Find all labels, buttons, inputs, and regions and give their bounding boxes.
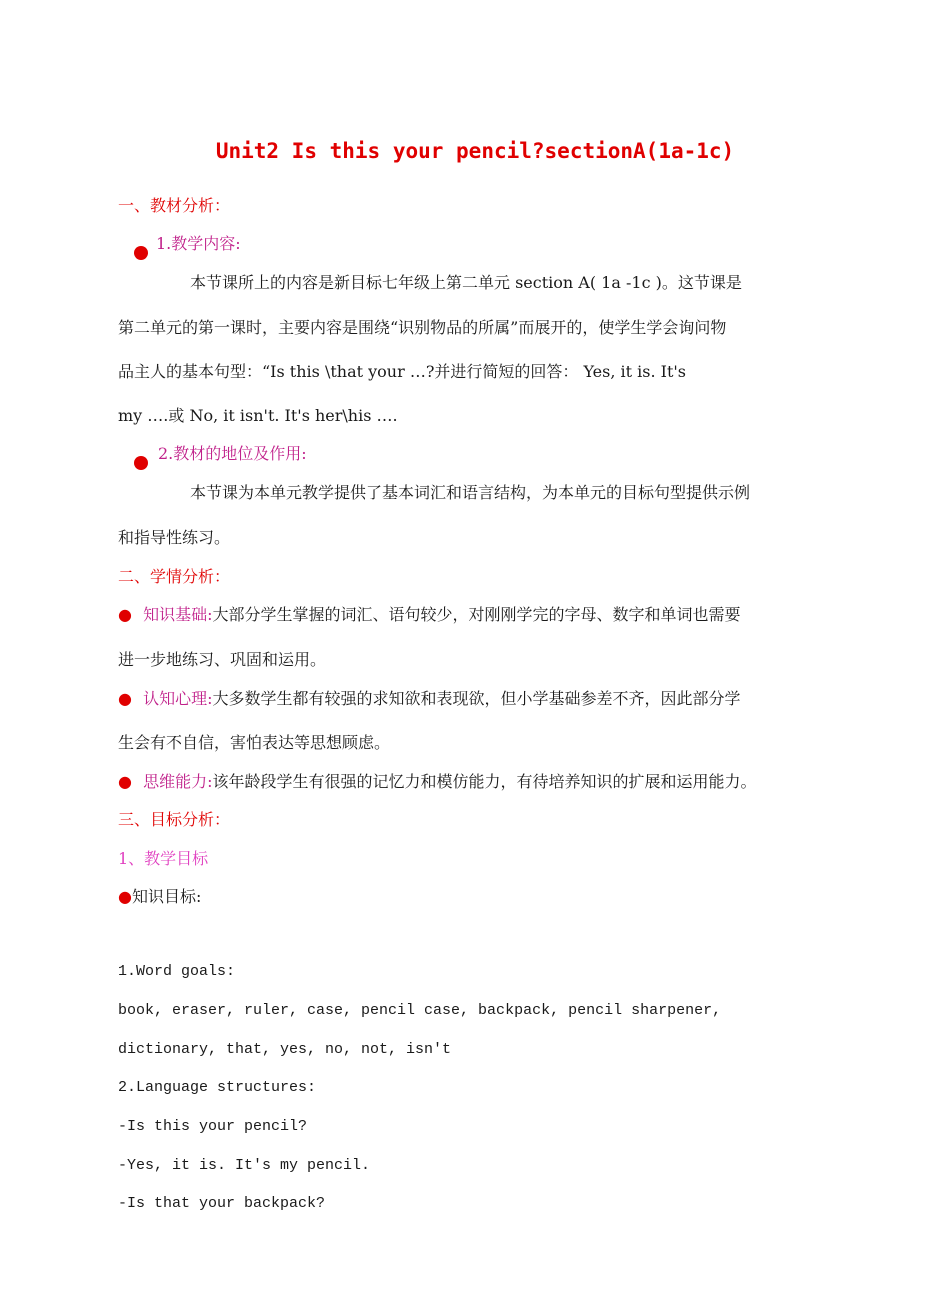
list-item (118, 605, 740, 625)
paragraph-line: 和指导性练习。 (118, 528, 231, 547)
goal-line: dictionary, that, yes, no, not, isn't (118, 1041, 452, 1058)
item-label: 思维能力: (143, 772, 213, 791)
goal-line: book, eraser, ruler, case, pencil case, backpack, pencil sharpener, (118, 1002, 722, 1019)
list-item (118, 772, 756, 792)
knowledge-goal-label: 知识目标: (131, 887, 202, 906)
teaching-goal-heading: 1、教学目标 (118, 849, 209, 868)
goal-line: 1.Word goals: (118, 963, 236, 980)
list-item-continuation: 进一步地练习、巩固和运用。 (118, 650, 327, 669)
paragraph-line: my ….或 No, it isn't. It's her\his …. (118, 406, 398, 425)
list-item (118, 689, 740, 709)
item-label: 认知心理: (143, 689, 213, 708)
item-text: 大多数学生都有较强的求知欲和表现欲，但小学基础参差不齐，因此部分学 (212, 689, 741, 708)
goal-line: 2.Language structures: (118, 1079, 317, 1096)
bullet-dot (134, 246, 148, 260)
knowledge-goal (118, 887, 201, 907)
item-text: 大部分学生掌握的词汇、语句较少，对刚刚学完的字母、数字和单词也需要 (212, 605, 741, 624)
bullet-glyph: ● (118, 605, 132, 624)
page-title: Unit2 Is this your pencil?sectionA(1a-1c) (215, 139, 735, 163)
section-heading-1: 一、教材分析： (118, 196, 231, 215)
bullet-glyph: ● (118, 887, 132, 906)
goal-line: -Yes, it is. It's my pencil. (118, 1157, 371, 1174)
paragraph-line: 品主人的基本句型：“Is this \that your …?并进行简短的回答： Yes, it is. It's (118, 362, 687, 381)
goal-line: -Is this your pencil? (118, 1118, 308, 1135)
bullet-glyph: ● (118, 772, 132, 791)
subheading-teaching-content: 1.教学内容: (156, 234, 241, 253)
section-heading-2: 二、学情分析： (118, 567, 231, 586)
paragraph-line: 第二单元的第一课时，主要内容是围绕“识别物品的所属”而展开的，使学生学会询问物 (118, 318, 727, 337)
subheading-status-role: 2.教材的地位及作用: (158, 444, 307, 463)
list-item-continuation: 生会有不自信，害怕表达等思想顾虑。 (118, 733, 391, 752)
item-text: 该年龄段学生有很强的记忆力和模仿能力，有待培养知识的扩展和运用能力。 (212, 772, 757, 791)
paragraph-line: 本节课为本单元教学提供了基本词汇和语言结构，为本单元的目标句型提供示例 (190, 483, 751, 502)
paragraph-line: 本节课所上的内容是新目标七年级上第二单元 section A( 1a -1c )。这节课是 (190, 273, 742, 292)
goal-line: -Is that your backpack? (118, 1195, 326, 1212)
bullet-dot (134, 456, 148, 470)
section-heading-3: 三、目标分析： (118, 810, 231, 829)
item-label: 知识基础: (143, 605, 213, 624)
bullet-glyph: ● (118, 689, 132, 708)
